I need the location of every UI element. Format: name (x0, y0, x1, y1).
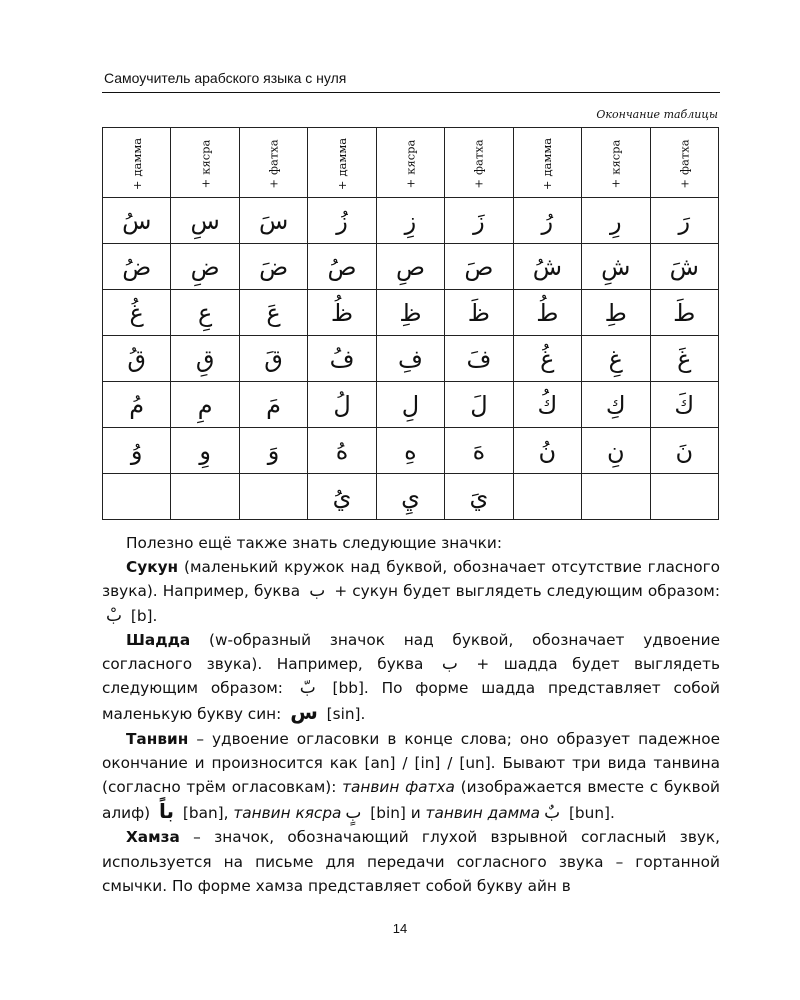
letter-cell: صُ (308, 244, 376, 290)
tanwin-paragraph: Танвин – удвоение огласовки в конце слова; оно образует падежное окончание и произносится как [an] / [in] / [un]. Бывают три вида танвина (согласно трём огласовкам): танвин фатха (изображается вместе с буквой алиф) باً [ban], танвин кясра بٍ [bin] и танвин дамма بٌ [bun]. (102, 729, 720, 824)
table-row (103, 382, 719, 428)
header-cell: +кясра (582, 128, 650, 198)
letter-cell: ظِ (376, 290, 444, 336)
header-rule (102, 92, 720, 93)
letter-cell: قَ (239, 336, 307, 382)
letter-cell: مُ (103, 382, 171, 428)
letter-cell: ضِ (171, 244, 239, 290)
letter-cell: ظَ (445, 290, 513, 336)
table-row (103, 244, 719, 290)
letter-cell: سُ (103, 198, 171, 244)
header-cell: +фатха (650, 128, 719, 198)
tanwin-kasra-name: танвин кясра (233, 804, 342, 823)
table-row (103, 336, 719, 382)
letter-cell: وَ (239, 428, 307, 474)
letter-cell: كُ (513, 382, 581, 428)
letter-cell: هَ (445, 428, 513, 474)
letter-cell: طِ (582, 290, 650, 336)
letter-cell: طَ (650, 290, 719, 336)
letter-cell: نِ (582, 428, 650, 474)
table-row (103, 474, 719, 520)
table-row (103, 290, 719, 336)
header-label: дамма (540, 137, 555, 177)
letter-cell (582, 474, 650, 520)
arabic-example-sukun: بْ (106, 605, 123, 626)
letter-cell: نَ (650, 428, 719, 474)
arabic-example-shadda: بّ (299, 678, 316, 699)
header-label: фатха (677, 139, 692, 175)
vowel-table (102, 127, 719, 520)
letter-cell (103, 474, 171, 520)
letter-cell: لَ (445, 382, 513, 428)
letter-cell (171, 474, 239, 520)
arabic-letter-ba: ب (441, 654, 458, 675)
header-cell: +кясра (376, 128, 444, 198)
letter-cell: كِ (582, 382, 650, 428)
tanwin-damma-name: танвин дамма (425, 804, 541, 823)
header-label: кясра (608, 139, 623, 175)
running-title: Самоучитель арабского языка с нуля (104, 70, 347, 86)
letter-cell: فُ (308, 336, 376, 382)
letter-cell: غُ (513, 336, 581, 382)
table-header-row (103, 128, 719, 198)
letter-cell: غَ (650, 336, 719, 382)
letter-cell: مِ (171, 382, 239, 428)
hamza-paragraph: Хамза – значок, обозначающий глухой взрывной согласный звук, используется на письме для передачи согласного звука – гортанной смычки. По форме хамза представляет собой букву айн в (102, 828, 720, 895)
arabic-example-tanwin-kasra: بٍ (345, 803, 362, 824)
letter-cell: وِ (171, 428, 239, 474)
header-label: дамма (335, 137, 350, 177)
header-cell: +дамма (308, 128, 376, 198)
letter-cell: سَ (239, 198, 307, 244)
letter-cell (513, 474, 581, 520)
header-cell: +дамма (513, 128, 581, 198)
letter-cell: زُ (308, 198, 376, 244)
term-hamza: Хамза (126, 828, 180, 847)
term-shadda: Шадда (126, 630, 191, 649)
letter-cell: لِ (376, 382, 444, 428)
letter-cell: عَ (239, 290, 307, 336)
letter-cell: هِ (376, 428, 444, 474)
tanwin-fatha-name: танвин фатха (342, 778, 455, 797)
letter-cell: زَ (445, 198, 513, 244)
letter-cell: عِ (171, 290, 239, 336)
header-label: дамма (129, 137, 144, 177)
letter-cell: رُ (513, 198, 581, 244)
letter-cell: رِ (582, 198, 650, 244)
shadda-paragraph: Шадда (w-образный значок над буквой, обозначает удвоение согласного звука). Например, буква ب + шадда будет выглядеть следующим образом: بّ [bb]. По форме шадда представляет собой маленькую букву син: س [sin]. (102, 630, 721, 725)
letter-cell: هُ (308, 428, 376, 474)
letter-cell: كَ (650, 382, 719, 428)
letter-cell: صَ (445, 244, 513, 290)
arabic-letter-sin: س (290, 700, 318, 725)
table-row (103, 198, 719, 244)
letter-cell: فَ (445, 336, 513, 382)
term-tanwin: Танвин (126, 729, 189, 748)
header-label: фатха (471, 139, 486, 175)
letter-cell: صِ (376, 244, 444, 290)
letter-cell: يِ (376, 474, 444, 520)
letter-cell: غُ (103, 290, 171, 336)
letter-cell: طُ (513, 290, 581, 336)
table-caption: Окончание таблицы (596, 108, 718, 121)
letter-cell: شُ (513, 244, 581, 290)
body-text (102, 531, 720, 898)
letter-cell: ضَ (239, 244, 307, 290)
letter-cell: غِ (582, 336, 650, 382)
letter-cell: زِ (376, 198, 444, 244)
header-cell: +кясра (171, 128, 239, 198)
letter-cell: فِ (376, 336, 444, 382)
letter-cell: مَ (239, 382, 307, 428)
page-number: 14 (392, 921, 408, 936)
table-row (103, 428, 719, 474)
letter-cell (650, 474, 719, 520)
term-sukun: Сукун (126, 558, 179, 577)
arabic-letter-ba: ب (309, 581, 326, 602)
letter-cell: شَ (650, 244, 719, 290)
arabic-example-tanwin-damma: بٌ (544, 803, 561, 824)
letter-cell: سِ (171, 198, 239, 244)
letter-cell: وُ (103, 428, 171, 474)
letter-cell: يَ (445, 474, 513, 520)
letter-cell (239, 474, 307, 520)
arabic-example-tanwin-fatha: باً (159, 799, 175, 824)
letter-cell: ضُ (103, 244, 171, 290)
intro-paragraph: Полезно ещё также знать следующие значки: (126, 534, 502, 552)
sukun-paragraph: Сукун (маленький кружок над буквой, обозначает отсутствие гласного звука). Например, буква ب + сукун будет выглядеть следующим образом: بْ [b]. (102, 558, 720, 626)
letter-cell: ظُ (308, 290, 376, 336)
letter-cell: قُ (103, 336, 171, 382)
letter-cell: رَ (650, 198, 719, 244)
letter-cell: يُ (308, 474, 376, 520)
header-cell: +фатха (445, 128, 513, 198)
header-label: кясра (403, 139, 418, 175)
header-label: фатха (266, 139, 281, 175)
header-cell: +фатха (239, 128, 307, 198)
letter-cell: شِ (582, 244, 650, 290)
letter-cell: قِ (171, 336, 239, 382)
header-cell: +дамма (103, 128, 171, 198)
letter-cell: لُ (308, 382, 376, 428)
header-label: кясра (198, 139, 213, 175)
letter-cell: نُ (513, 428, 581, 474)
